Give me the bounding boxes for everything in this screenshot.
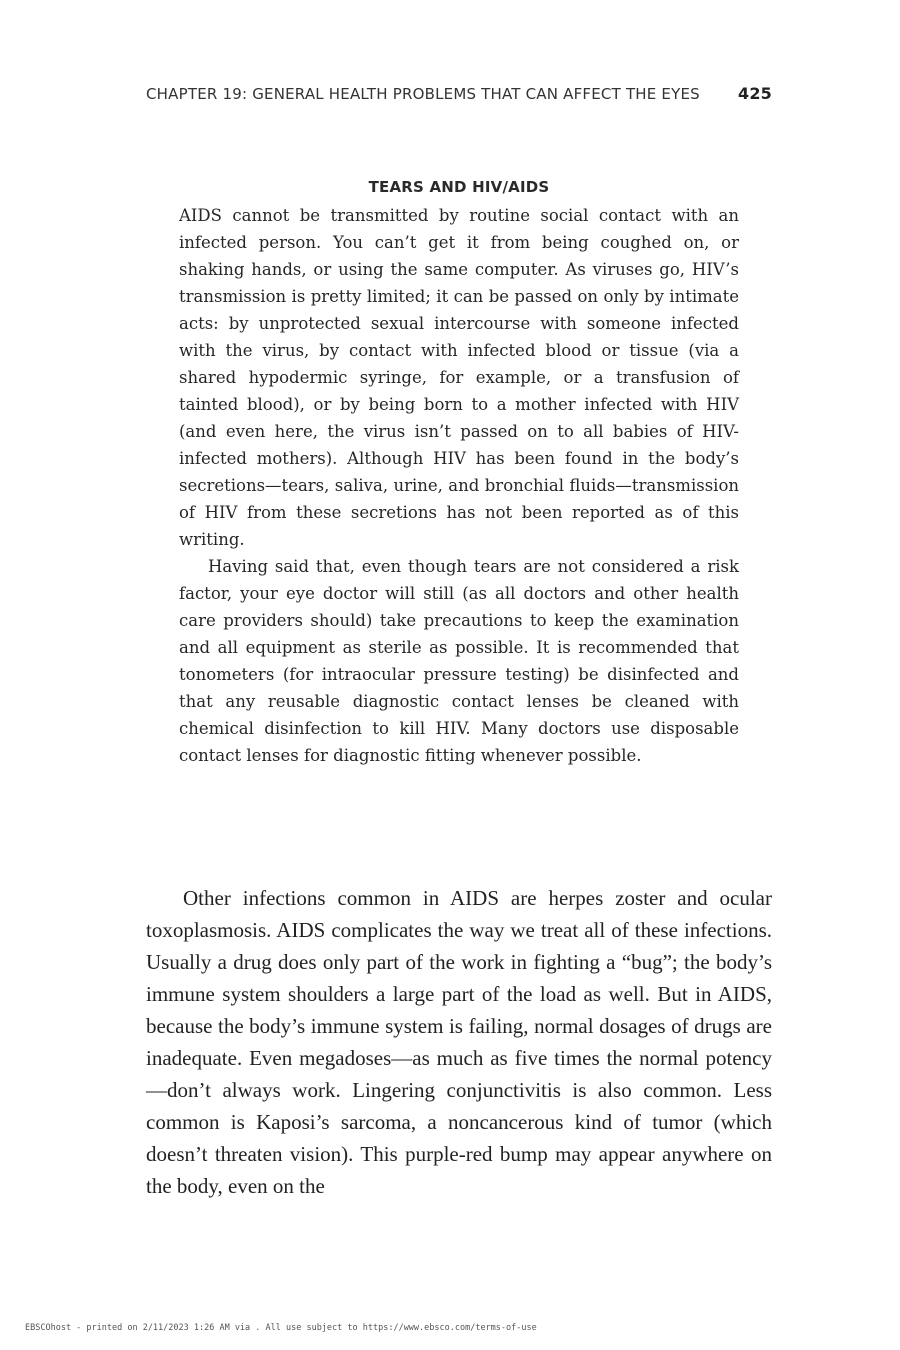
sidebar-paragraph: AIDS cannot be transmitted by routine social contact with an infected person. You can’t get it from being coughed on, or shaking hands, or using the same computer. As viruses go, HIV’s transmission is pretty limited; it can be passed on only by intimate acts: by unprotected sexual intercourse with someone infected with the virus, by contact with infected blood or tissue (via a shared hypodermic syringe, for example, or a transfusion of tainted blood), or by being born to a mother infected with HIV (and even here, the virus isn’t passed on to all babies of HIV-infected mothers). Although HIV has been found in the body’s secretions—tears, saliva, urine, and bronchial fluids—transmission of HIV from these secretions has not been reported as of this writing. <box>179 206 739 549</box>
page-number: 425 <box>738 84 772 103</box>
chapter-title: CHAPTER 19: GENERAL HEALTH PROBLEMS THAT CAN AFFECT THE EYES <box>146 85 700 103</box>
running-head <box>146 84 772 103</box>
sidebar-title: TEARS AND HIV/AIDS <box>368 178 550 196</box>
body-text <box>146 882 772 1202</box>
print-footer: EBSCOhost - printed on 2/11/2023 1:26 AM via . All use subject to https://www.ebsco.com/terms-of-use <box>25 1323 537 1333</box>
sidebar-box <box>179 178 739 769</box>
body-paragraph: Other infections common in AIDS are herpes zoster and ocular toxoplasmosis. AIDS complicates the way we treat all of these infections. Usually a drug does only part of the work in fighting a “bug”; the body’s immune system shoulders a large part of the load as well. But in AIDS, because the body’s immune system is failing, normal dosages of drugs are inadequate. Even megadoses—as much as five times the normal potency—don’t always work. Lingering conjunctivitis is also common. Less common is Kaposi’s sarcoma, a noncancerous kind of tumor (which doesn’t threaten vision). This purple-red bump may appear anywhere on the body, even on the <box>146 886 772 1198</box>
sidebar-body <box>179 202 739 769</box>
sidebar-paragraph: Having said that, even though tears are not considered a risk factor, your eye doctor will still (as all doctors and other health care providers should) take precautions to keep the examination and all equipment as sterile as possible. It is recommended that tonometers (for intraocular pressure testing) be disinfected and that any reusable diagnostic contact lenses be cleaned with chemical disinfection to kill HIV. Many doctors use disposable contact lenses for diagnostic fitting whenever possible. <box>179 557 739 765</box>
